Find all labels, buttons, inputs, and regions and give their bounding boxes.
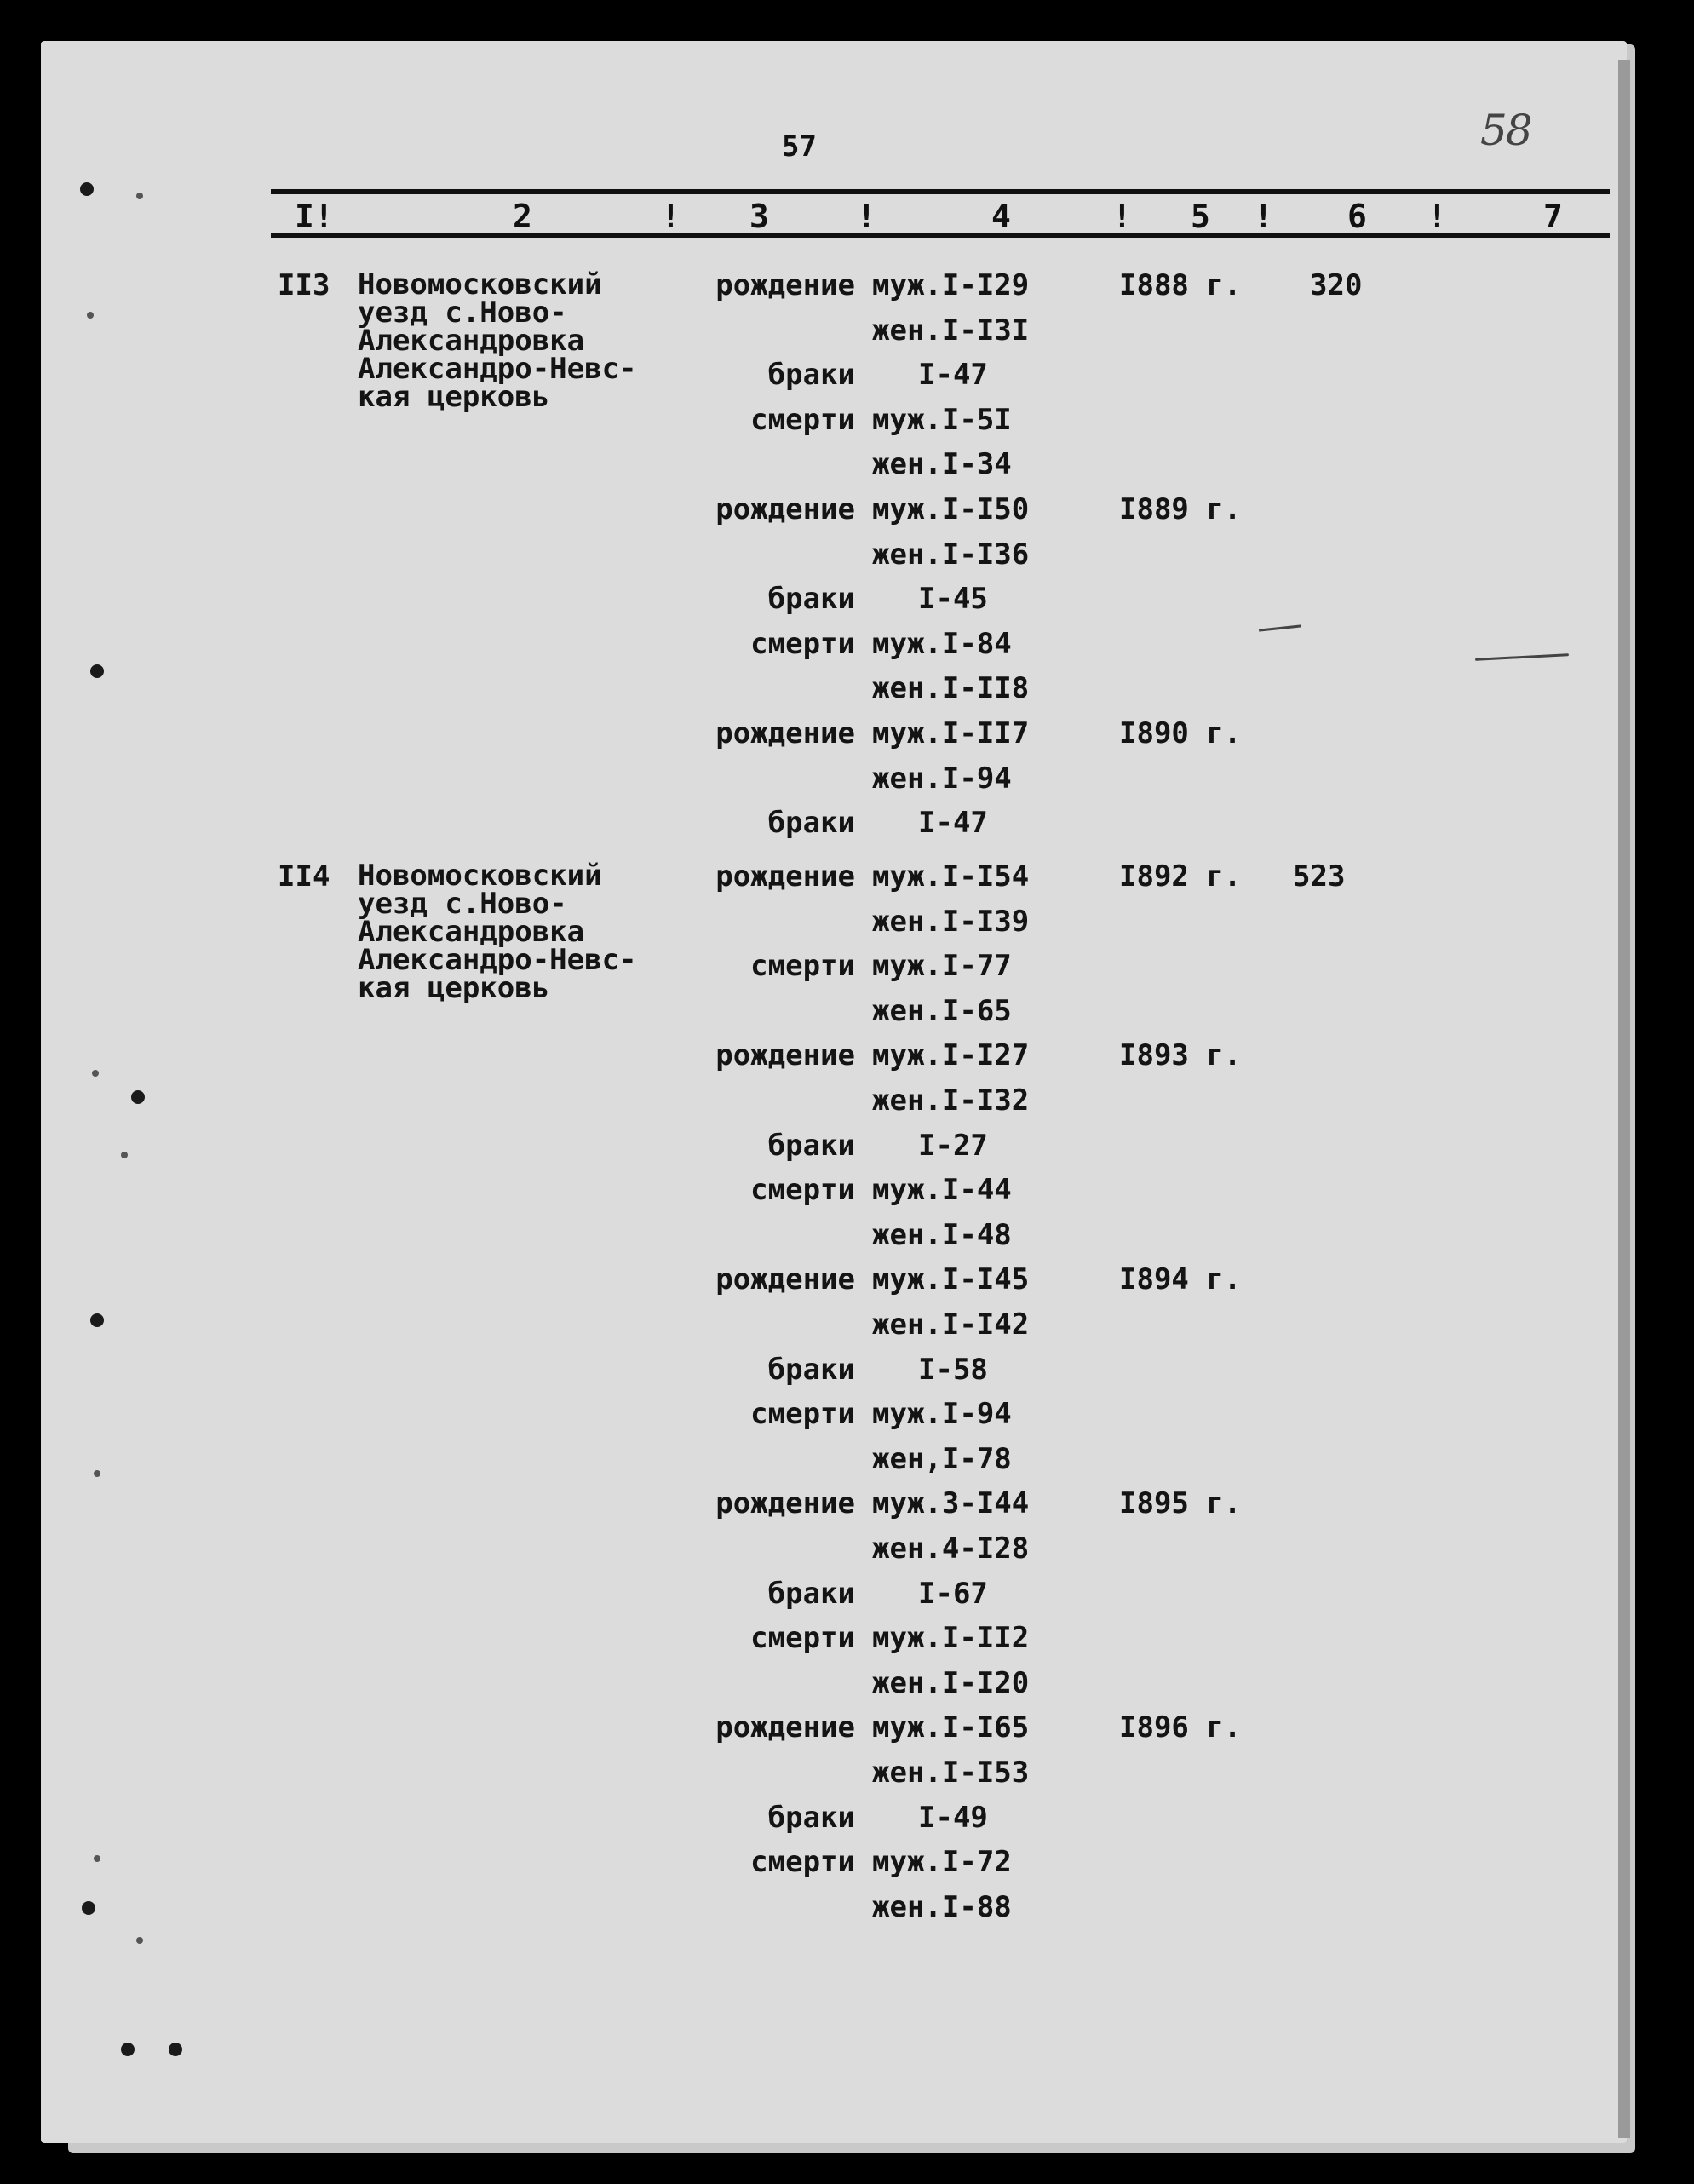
record-count: жен.I-I20 [872,1665,1030,1700]
record-count: жен.I-I39 [872,904,1030,939]
column-separator: ! [857,198,876,235]
record-count: жен.I-94 [872,761,1012,796]
record-count: I-47 [918,358,988,393]
punch-hole [169,2043,182,2056]
record-type: смерти [750,1621,855,1656]
record-count: муж.I-I54 [872,859,1030,894]
page-number: 57 [782,129,817,164]
place-line: Новомосковский [358,859,602,893]
record-count: I-49 [918,1800,988,1835]
record-type: рождение [715,1486,855,1521]
record-year: I888 г. [1119,268,1242,302]
record-count: жен.I-65 [872,993,1012,1028]
place-line: уезд с.Ново- [358,887,567,921]
place-line: уезд с.Ново- [358,296,567,330]
record-type: рождение [715,492,855,526]
record-count: муж.I-II2 [872,1621,1030,1656]
punch-hole [92,1070,99,1077]
record-count: муж.I-I50 [872,492,1030,526]
column-separator: ! [661,198,680,235]
record-count: жен.I-34 [872,447,1012,482]
entry-place [358,859,637,1005]
record-type: смерти [750,626,855,661]
record-count: жен.I-48 [872,1217,1012,1252]
column-header-3: 3 [749,198,769,235]
record-count: жен.I-I53 [872,1756,1030,1790]
record-type: рождение [715,1710,855,1745]
punch-hole [94,1855,100,1862]
column-header-5: 5 [1191,198,1210,235]
column-header-1: I! [295,198,334,235]
punch-hole [87,312,94,319]
record-count: муж.I-I27 [872,1038,1030,1073]
record-type: браки [767,1576,855,1611]
column-separator: ! [1254,198,1273,235]
column-header-7: 7 [1543,198,1563,235]
record-type: браки [767,582,855,617]
header-rule-top [271,189,1610,194]
punch-hole [90,664,104,678]
record-count: I-45 [918,582,988,617]
record-count: жен.I-I36 [872,537,1030,572]
column-separator: ! [1427,198,1447,235]
record-type: смерти [750,1397,855,1432]
entry-count: 523 [1293,859,1346,894]
record-year: I895 г. [1119,1486,1242,1521]
archive-folio-number: 58 [1480,106,1531,155]
record-count: муж.I-5I [872,402,1012,437]
record-count: жен.I-I32 [872,1083,1030,1118]
punch-hole [131,1090,145,1104]
column-header-4: 4 [991,198,1011,235]
record-type: рождение [715,1038,855,1073]
entry-number: II3 [278,268,330,302]
record-count: муж.I-77 [872,949,1012,984]
record-count: I-47 [918,806,988,841]
place-line: кая церковь [358,971,550,1005]
entry-number: II4 [278,859,330,894]
record-count: I-27 [918,1128,988,1163]
record-type: рождение [715,268,855,302]
record-year: I892 г. [1119,859,1242,894]
record-type: смерти [750,1173,855,1208]
record-count: муж.I-I29 [872,268,1030,302]
place-line: Александровка [358,324,585,358]
record-count: муж.I-II7 [872,716,1030,750]
record-type: рождение [715,716,855,750]
punch-hole [136,193,143,199]
record-type: браки [767,1800,855,1835]
record-count: муж.I-I65 [872,1710,1030,1745]
record-count: I-58 [918,1352,988,1387]
record-count: жен.I-I3I [872,313,1030,348]
place-line: Александровка [358,915,585,949]
punch-hole [82,1901,95,1915]
record-count: жен.I-88 [872,1889,1012,1924]
record-count: жен.4-I28 [872,1532,1030,1566]
record-count: муж.I-94 [872,1397,1012,1432]
record-year: I889 г. [1119,492,1242,526]
column-separator: ! [1112,198,1132,235]
punch-hole [121,2043,135,2056]
record-count: I-67 [918,1576,988,1611]
punch-hole [121,1152,128,1158]
record-count: жен.I-II8 [872,671,1030,706]
record-count: муж.I-I45 [872,1262,1030,1297]
record-count: муж.I-84 [872,626,1012,661]
record-type: смерти [750,402,855,437]
record-year: I893 г. [1119,1038,1242,1073]
punch-hole [90,1313,104,1327]
punch-hole [94,1470,100,1477]
record-count: муж.I-44 [872,1173,1012,1208]
punch-hole [136,1937,143,1944]
column-header-2: 2 [513,198,532,235]
record-count: жен.I-I42 [872,1308,1030,1342]
record-type: браки [767,358,855,393]
record-type: рождение [715,1262,855,1297]
record-year: I896 г. [1119,1710,1242,1745]
record-type: браки [767,1352,855,1387]
entry-count: 320 [1310,268,1363,302]
record-count: жен,I-78 [872,1441,1012,1476]
record-type: браки [767,1128,855,1163]
place-line: Александро-Невс- [358,943,637,977]
record-count: муж.3-I44 [872,1486,1030,1521]
entry-place [358,267,637,414]
punch-hole [80,182,94,196]
place-line: кая церковь [358,380,550,414]
record-type: рождение [715,859,855,894]
record-count: муж.I-72 [872,1845,1012,1880]
record-year: I894 г. [1119,1262,1242,1297]
place-line: Новомосковский [358,267,602,302]
place-line: Александро-Невс- [358,352,637,386]
record-year: I890 г. [1119,716,1242,750]
header-rule-bottom [271,233,1610,238]
record-type: браки [767,806,855,841]
page-edge-shadow [1618,60,1630,2138]
column-header-6: 6 [1347,198,1367,235]
record-type: смерти [750,949,855,984]
record-type: смерти [750,1845,855,1880]
